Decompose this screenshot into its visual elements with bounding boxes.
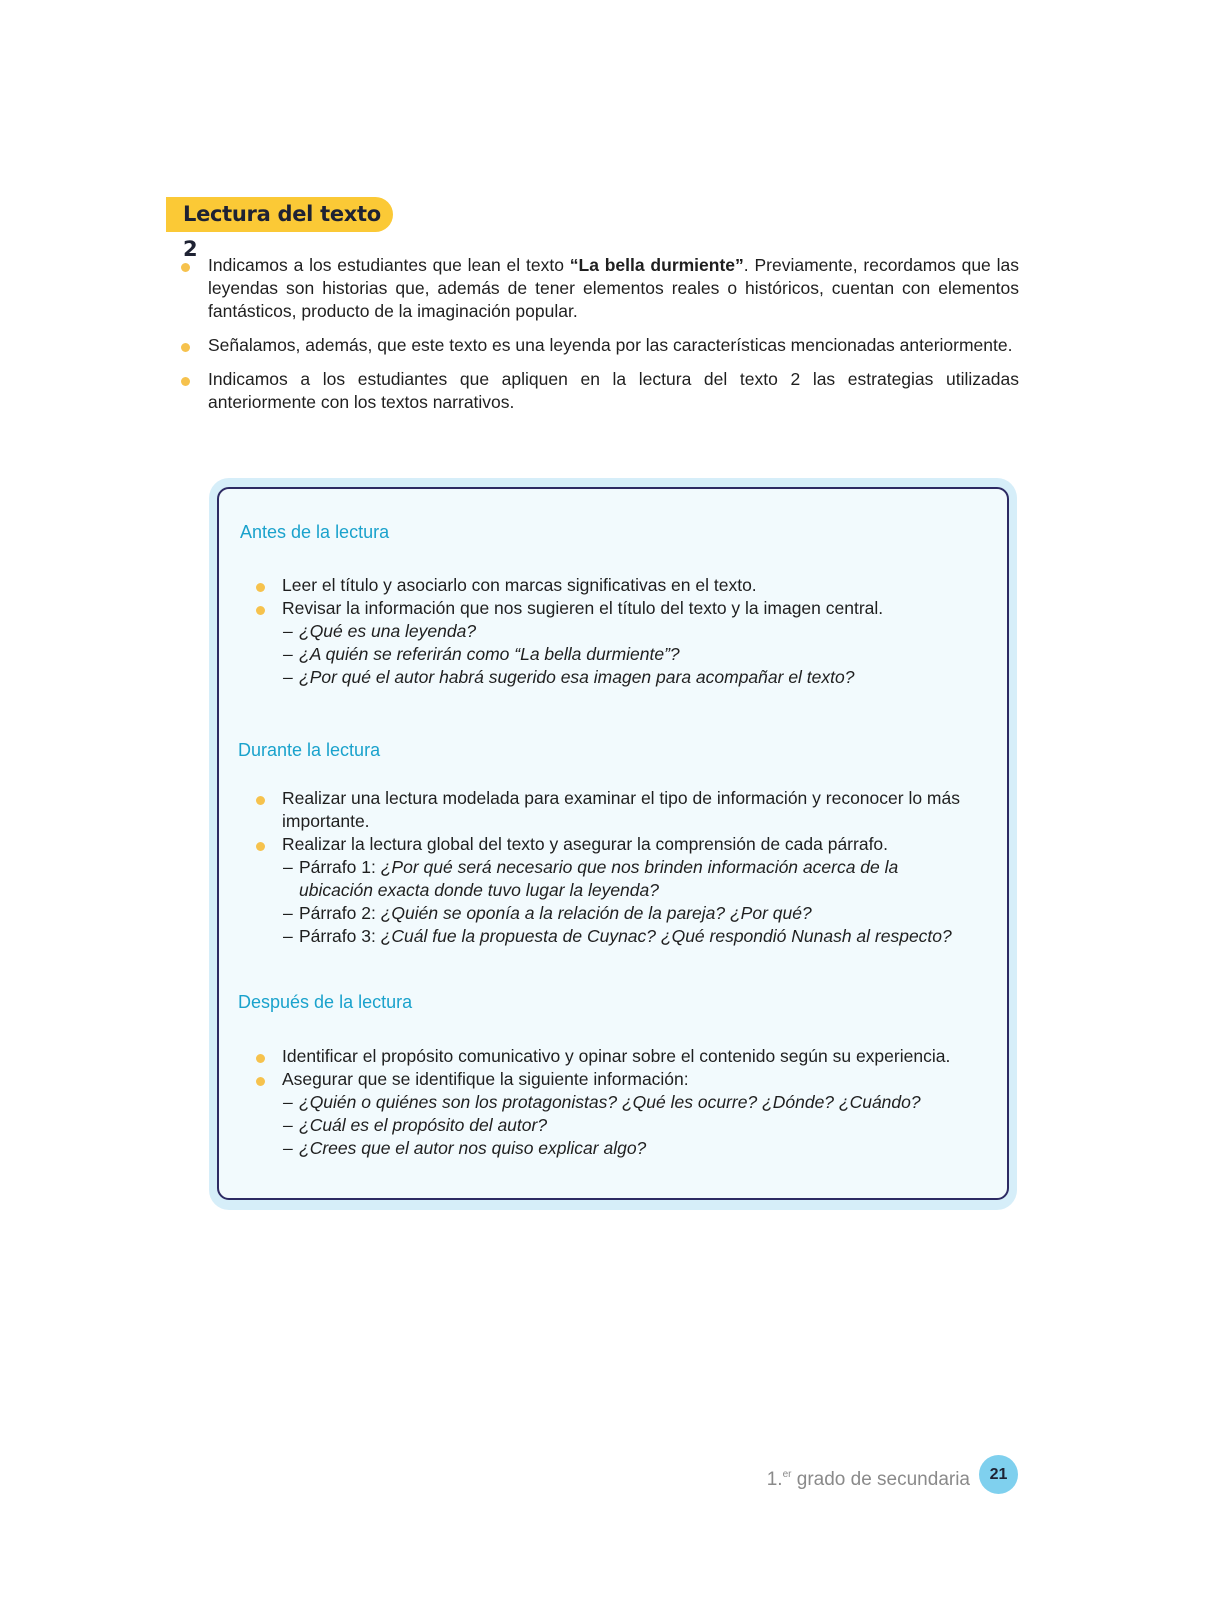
section-title: Lectura del texto 2 — [166, 197, 393, 232]
paragraph-question: – Párrafo 3: ¿Cuál fue la propuesta de Cuynac? ¿Qué respondió Nunash al respecto? — [256, 925, 961, 948]
list-item: Identificar el propósito comunicativo y opinar sobre el contenido según su experiencia. — [256, 1045, 961, 1068]
list-item: Revisar la información que nos sugieren el título del texto y la imagen central. — [256, 597, 961, 620]
intro-item: Indicamos a los estudiantes que lean el texto “La bella durmiente”. Previamente, recordamos que las leyendas son historias que, además de tener elementos reales o históricos, cuentan con elementos fantásticos, producto de la imaginación popular. — [181, 254, 1019, 323]
list-item: Leer el título y asociarlo con marcas significativas en el texto. — [256, 574, 961, 597]
question-item: – ¿Cuál es el propósito del autor? — [256, 1114, 961, 1137]
question-item: – ¿Crees que el autor nos quiso explicar algo? — [256, 1137, 961, 1160]
antes-list — [256, 574, 961, 689]
list-item: Realizar la lectura global del texto y asegurar la comprensión de cada párrafo. — [256, 833, 961, 856]
despues-heading: Después de la lectura — [238, 992, 413, 1012]
list-item: Asegurar que se identifique la siguiente información: — [256, 1068, 961, 1091]
question-item: – ¿Quién o quiénes son los protagonistas? ¿Qué les ocurre? ¿Dónde? ¿Cuándo? — [256, 1091, 961, 1114]
list-item: Realizar una lectura modelada para examinar el tipo de información y reconocer lo más importante. — [256, 787, 961, 833]
durante-heading: Durante la lectura — [238, 740, 381, 760]
paragraph-question: – Párrafo 2: ¿Quién se oponía a la relación de la pareja? ¿Por qué? — [256, 902, 961, 925]
antes-heading: Antes de la lectura — [240, 522, 390, 542]
durante-list — [256, 787, 961, 948]
paragraph-question: – Párrafo 1: ¿Por qué será necesario que nos brinden información acerca de la ubicación exacta donde tuvo lugar la leyenda? — [256, 856, 961, 902]
question-item: – ¿A quién se referirán como “La bella durmiente”? — [256, 643, 961, 666]
story-title: “La bella durmiente” — [569, 255, 744, 275]
question-item: – ¿Por qué el autor habrá sugerido esa imagen para acompañar el texto? — [256, 666, 961, 689]
grade-label: 1.$^{er}$ grado de secundaria — [766, 1469, 970, 1490]
intro-item: Señalamos, además, que este texto es una leyenda por las características mencionadas anteriormente. — [181, 334, 1019, 357]
despues-list — [256, 1045, 961, 1160]
page-number-badge: 21 — [979, 1455, 1018, 1494]
question-item: – ¿Qué es una leyenda? — [256, 620, 961, 643]
intro-list — [181, 254, 1019, 425]
intro-item: Indicamos a los estudiantes que apliquen en la lectura del texto 2 las estrategias utilizadas anteriormente con los textos narrativos. — [181, 368, 1019, 414]
